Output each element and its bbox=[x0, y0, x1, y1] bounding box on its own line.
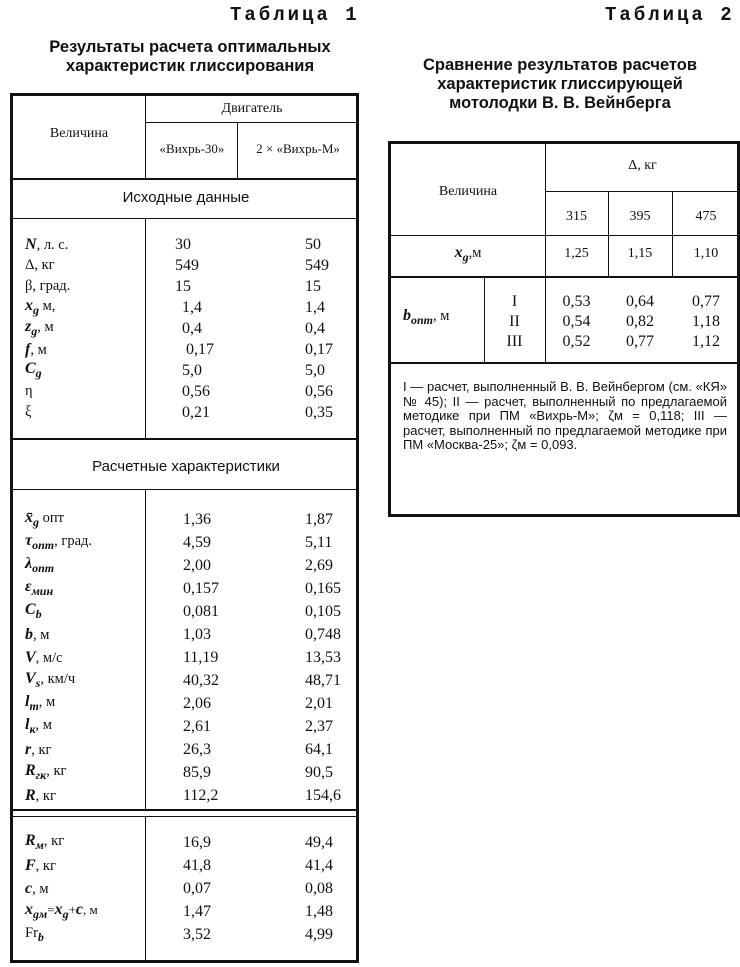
t1-row-v1: 2,61 bbox=[183, 717, 211, 735]
table-row bbox=[13, 508, 359, 531]
t1-row-v1: 26,3 bbox=[183, 740, 211, 758]
t1-section3-rows bbox=[13, 831, 359, 946]
table1-caption: Таблица 1 bbox=[230, 4, 360, 26]
t1-row-label: η bbox=[25, 383, 33, 399]
t1-row-v1: 549 bbox=[175, 256, 199, 274]
table-row bbox=[13, 381, 359, 402]
table-row bbox=[391, 312, 740, 332]
table-row bbox=[13, 255, 359, 276]
table-row bbox=[13, 577, 359, 600]
table2-caption: Таблица 2 bbox=[605, 4, 735, 26]
t2-d2: 395 bbox=[629, 209, 651, 224]
table-row bbox=[13, 623, 359, 646]
t2-roman: II bbox=[509, 313, 520, 330]
t2-col-div-2 bbox=[672, 191, 673, 276]
t1-section2-rows bbox=[13, 508, 359, 807]
t1-section3-top bbox=[13, 809, 359, 811]
t2-bopt-v1: 0,52 bbox=[562, 333, 591, 350]
t2-bopt-label: $b_{опт}$, м bbox=[403, 307, 450, 327]
t1-row-v2: 5,0 bbox=[305, 361, 325, 379]
t1-row-v2: 2,69 bbox=[305, 556, 333, 574]
t1-row-v2: 64,1 bbox=[305, 740, 333, 758]
t1-row-label: $x_{gм}=x_g+c$, м bbox=[25, 901, 98, 921]
t2-xg-bottom bbox=[391, 276, 740, 278]
table-row bbox=[13, 554, 359, 577]
t2-bopt-rows bbox=[391, 292, 740, 352]
table-row bbox=[13, 761, 359, 784]
t1-row-v1: 85,9 bbox=[183, 763, 211, 781]
t1-row-v1: 0,21 bbox=[182, 403, 210, 421]
t1-row-v1: 30 bbox=[175, 235, 191, 253]
t1-row-label: c, м bbox=[25, 879, 49, 897]
t1-row-v2: 0,105 bbox=[305, 602, 341, 620]
t1-row-v2: 0,56 bbox=[305, 382, 333, 400]
t1-row-v2: 90,5 bbox=[305, 763, 333, 781]
t1-row-v1: 0,081 bbox=[183, 602, 219, 620]
t1-row-v1: 15 bbox=[175, 277, 191, 295]
t1-row-v1: 3,52 bbox=[183, 925, 211, 943]
table-row bbox=[13, 669, 359, 692]
t1-row-label: $C_b$ bbox=[25, 601, 42, 621]
t1-row-v2: 41,4 bbox=[305, 856, 333, 874]
table1-title-line1: Результаты расчета оптимальных bbox=[49, 38, 331, 56]
t1-col-engine: Двигатель bbox=[221, 101, 283, 116]
t2-xg-v2: 1,15 bbox=[627, 246, 653, 261]
t1-row-label: $z_g$, м bbox=[25, 318, 54, 338]
table-row bbox=[13, 854, 359, 877]
t1-row-v1: 16,9 bbox=[183, 833, 211, 851]
t1-row-label: Δ, кг bbox=[25, 257, 55, 273]
t2-d3: 475 bbox=[695, 209, 717, 224]
t1-header-midline bbox=[145, 122, 359, 123]
t1-row-v2: 0,35 bbox=[305, 403, 333, 421]
t1-row-v2: 1,87 bbox=[305, 510, 333, 528]
table-row bbox=[13, 234, 359, 255]
t1-row-v2: 0,08 bbox=[305, 879, 333, 897]
t1-row-label: $C_g$ bbox=[25, 360, 42, 380]
t1-row-v1: 1,36 bbox=[183, 510, 211, 528]
t2-header-bottom bbox=[391, 235, 740, 236]
t1-row-v1: 2,00 bbox=[183, 556, 211, 574]
t1-row-v2: 1,48 bbox=[305, 902, 333, 920]
table-row bbox=[13, 318, 359, 339]
t1-row-v1: 0,4 bbox=[182, 319, 202, 337]
table-row bbox=[13, 297, 359, 318]
t1-row-v2: 154,6 bbox=[305, 786, 341, 804]
t1-section1-rows bbox=[13, 234, 359, 423]
t1-row-v2: 15 bbox=[305, 277, 321, 295]
t2-bopt-v3: 0,77 bbox=[692, 293, 720, 310]
t1-row-v1: 0,17 bbox=[186, 340, 214, 358]
t1-row-v1: 5,0 bbox=[182, 361, 202, 379]
table-row bbox=[391, 292, 740, 312]
table-row bbox=[13, 877, 359, 900]
t1-row-v2: 0,748 bbox=[305, 625, 341, 643]
t1-row-v2: 49,4 bbox=[305, 833, 333, 851]
table-row bbox=[13, 402, 359, 423]
t1-row-v2: 48,71 bbox=[305, 671, 341, 689]
t1-section1-title: Исходные данные bbox=[122, 189, 250, 206]
t2-bopt-v3: 1,18 bbox=[692, 313, 720, 330]
t1-engine2: 2 × «Вихрь-М» bbox=[256, 141, 340, 156]
table-row bbox=[13, 360, 359, 381]
table1-title bbox=[10, 38, 370, 76]
t1-col-quantity: Величина bbox=[49, 126, 109, 141]
t2-roman: I bbox=[511, 293, 518, 310]
t1-row-label: $x_g$ м, bbox=[25, 297, 56, 317]
t1-row-v2: 0,17 bbox=[305, 340, 333, 358]
t1-section1-line bbox=[13, 218, 359, 219]
t2-bopt-v1: 0,54 bbox=[562, 313, 591, 330]
t1-row-label: $\lambda_{опт}$ bbox=[25, 555, 55, 575]
table2 bbox=[388, 141, 740, 517]
t1-row-label: $x̄_g$ опт bbox=[25, 509, 64, 529]
t2-xg-v1: 1,25 bbox=[564, 246, 589, 261]
t1-row-v1: 1,03 bbox=[183, 625, 211, 643]
t1-row-v1: 4,59 bbox=[183, 533, 211, 551]
t1-row-label: $\tau_{опт}$, град. bbox=[25, 532, 93, 552]
table1 bbox=[10, 93, 359, 963]
t1-row-label: N, л. с. bbox=[25, 235, 69, 253]
t1-row-label: b, м bbox=[25, 625, 50, 643]
table-row bbox=[13, 646, 359, 669]
table-row bbox=[391, 332, 740, 352]
t1-row-v2: 1,4 bbox=[305, 298, 325, 316]
t1-row-v2: 4,99 bbox=[305, 925, 333, 943]
t1-engine1: «Вихрь-30» bbox=[159, 141, 225, 156]
t1-row-v2: 549 bbox=[305, 256, 329, 274]
t1-row-v1: 11,19 bbox=[183, 648, 219, 666]
t2-note: I — расчет, выполненный В. В. Вейнбергом (см. «КЯ» № 45); II — расчет, выполненный по предлагаемой методике при ПМ «Вихрь-М»; ζм = 0,118; III — расчет, выполненный по предлагаемой методике при ПМ «Москва-25»; ζм = 0,093. bbox=[403, 379, 727, 452]
t1-row-v1: 1,47 bbox=[183, 902, 211, 920]
t1-row-v2: 13,53 bbox=[305, 648, 341, 666]
table-row bbox=[13, 831, 359, 854]
table2-title-line3: мотолодки В. В. Вейнберга bbox=[449, 94, 671, 112]
t1-row-v1: 2,06 bbox=[183, 694, 211, 712]
table-row bbox=[13, 923, 359, 946]
t1-row-label: β, град. bbox=[25, 278, 71, 294]
t1-row-v2: 0,165 bbox=[305, 579, 341, 597]
t1-row-v2: 2,37 bbox=[305, 717, 333, 735]
t1-row-label: $\varepsilon_{мин}$ bbox=[25, 578, 54, 598]
t1-row-v2: 5,11 bbox=[305, 533, 333, 551]
t2-col-delta: Δ, кг bbox=[628, 158, 657, 173]
t1-row-v2: 0,4 bbox=[305, 319, 325, 337]
t1-header-bottom bbox=[13, 178, 359, 180]
t1-row-label: $Fr_b$ bbox=[25, 924, 44, 944]
t2-bopt-v2: 0,77 bbox=[626, 333, 654, 350]
table-row bbox=[13, 600, 359, 623]
t1-row-label: $l_m$, м bbox=[25, 693, 56, 713]
t1-section2-title: Расчетные характеристики bbox=[92, 458, 280, 475]
t1-row-v1: 41,8 bbox=[183, 856, 211, 874]
t1-row-label: r, кг bbox=[25, 740, 52, 758]
table2-title-line2: характеристик глиссирующей bbox=[437, 75, 683, 93]
t1-row-label: $V_s$, км/ч bbox=[25, 670, 76, 690]
t2-bopt-v2: 0,64 bbox=[626, 293, 654, 310]
t1-row-v1: 40,32 bbox=[183, 671, 219, 689]
t1-row-label: $R_м$, кг bbox=[25, 832, 65, 852]
t2-header-midline bbox=[545, 191, 740, 192]
table-row bbox=[13, 276, 359, 297]
t2-bopt-v2: 0,82 bbox=[626, 313, 654, 330]
t1-row-label: R, кг bbox=[25, 786, 56, 804]
t2-bopt-v3: 1,12 bbox=[692, 333, 720, 350]
t1-row-v1: 1,4 bbox=[182, 298, 202, 316]
t1-row-label: $R_{гк}$, кг bbox=[25, 762, 67, 782]
table-row bbox=[13, 738, 359, 761]
t2-col-quantity: Величина bbox=[438, 184, 498, 199]
t1-row-label: ξ bbox=[25, 404, 32, 420]
table-row bbox=[13, 900, 359, 923]
t1-row-label: $l_к$, м bbox=[25, 716, 52, 736]
table-row bbox=[13, 784, 359, 807]
t2-xg-v3: 1,10 bbox=[693, 246, 719, 261]
table2-title bbox=[388, 56, 732, 113]
t2-col-div-1 bbox=[608, 191, 609, 276]
t2-d1: 315 bbox=[566, 209, 587, 224]
t2-bopt-bottom bbox=[391, 362, 740, 364]
t1-row-v1: 112,2 bbox=[183, 786, 219, 804]
t1-section3-line bbox=[13, 816, 359, 817]
t1-row-label: f, м bbox=[25, 340, 47, 358]
t2-xg-label: $x_g,м$ bbox=[454, 244, 482, 264]
t1-row-label: F, кг bbox=[25, 856, 56, 874]
t1-row-label: V, м/с bbox=[25, 648, 63, 666]
table1-title-line2: характеристик глиссирования bbox=[65, 57, 315, 75]
t1-row-v1: 0,56 bbox=[182, 382, 210, 400]
t2-roman: III bbox=[506, 333, 523, 350]
table-row bbox=[13, 715, 359, 738]
t1-section2-line bbox=[13, 489, 359, 490]
t1-row-v1: 0,07 bbox=[183, 879, 211, 897]
t2-bopt-v1: 0,53 bbox=[562, 293, 591, 310]
table-row bbox=[13, 692, 359, 715]
t1-row-v2: 50 bbox=[305, 235, 321, 253]
t1-row-v1: 0,157 bbox=[183, 579, 219, 597]
table-row bbox=[13, 339, 359, 360]
table-row bbox=[13, 531, 359, 554]
table2-title-line1: Сравнение результатов расчетов bbox=[422, 56, 698, 74]
t1-section2-top bbox=[13, 438, 359, 440]
t1-row-v2: 2,01 bbox=[305, 694, 333, 712]
